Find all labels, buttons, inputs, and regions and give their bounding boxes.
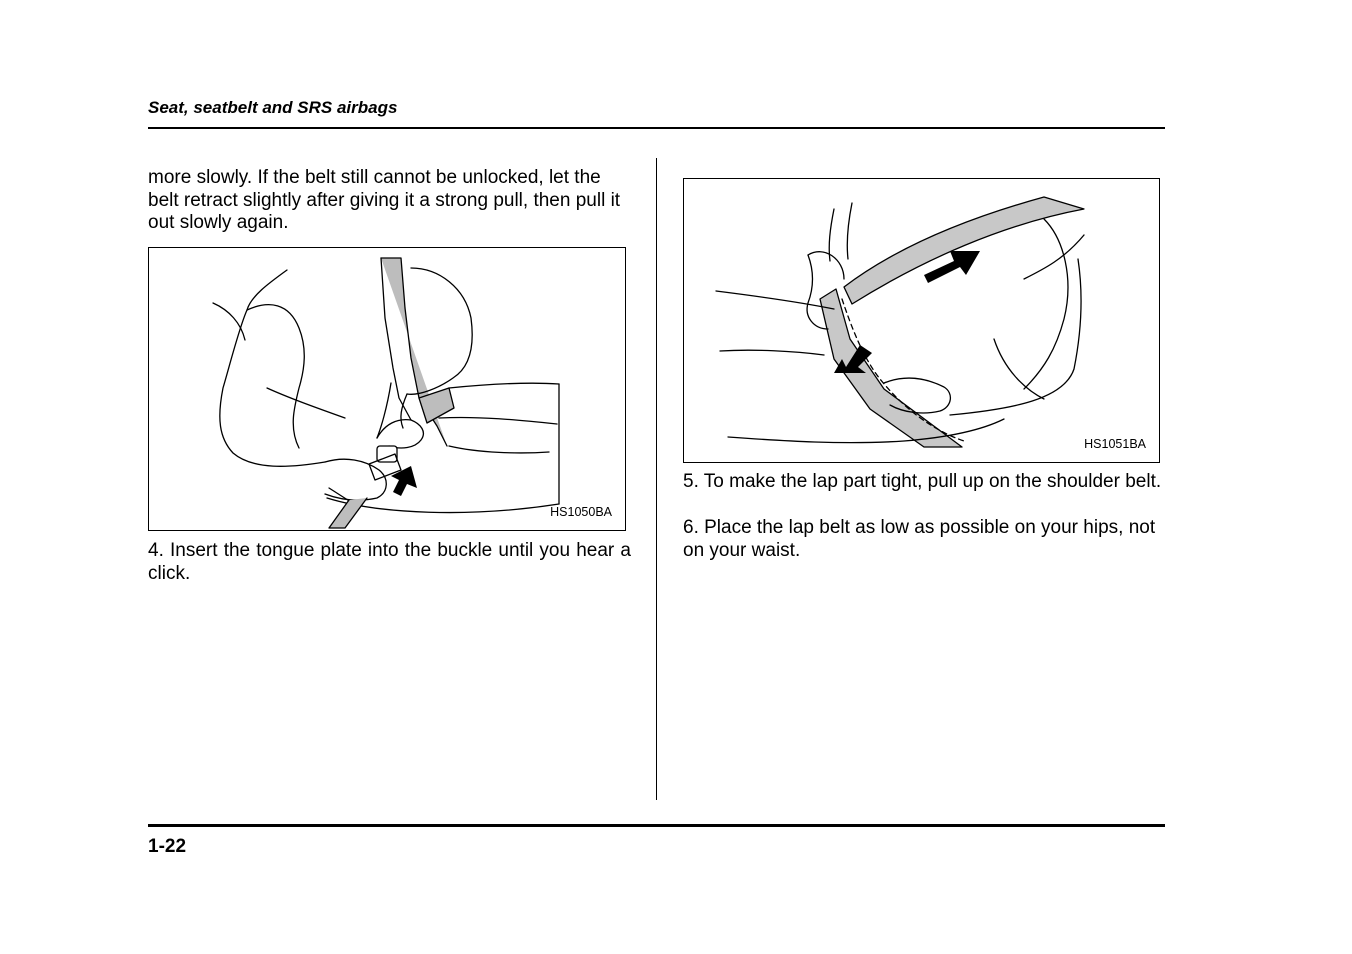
figure-tighten-lap-belt bbox=[683, 178, 1160, 463]
lap-belt-tighten-illustration bbox=[684, 179, 1161, 464]
seatbelt-buckle-illustration bbox=[149, 248, 627, 532]
figure-code: HS1050BA bbox=[550, 505, 612, 519]
section-title: Seat, seatbelt and SRS airbags bbox=[148, 98, 398, 117]
figure-insert-tongue-plate bbox=[148, 247, 626, 531]
header-divider bbox=[148, 127, 1165, 129]
step-4-text: 4. Insert the tongue plate into the buckle until you hear a click. bbox=[148, 540, 631, 584]
intro-paragraph: more slowly. If the belt still cannot be unlocked, let the belt retract slightly after giving it a strong pull, then pull it out slowly again. bbox=[148, 167, 621, 233]
figure-code: HS1051BA bbox=[1084, 437, 1146, 451]
column-divider bbox=[656, 158, 657, 800]
step-6-text: 6. Place the lap belt as low as possible on your hips, not on your waist. bbox=[683, 517, 1156, 561]
page-number: 1-22 bbox=[148, 836, 187, 857]
step-5-text: 5. To make the lap part tight, pull up on the shoulder belt. bbox=[683, 471, 1162, 492]
footer-divider bbox=[148, 824, 1165, 827]
